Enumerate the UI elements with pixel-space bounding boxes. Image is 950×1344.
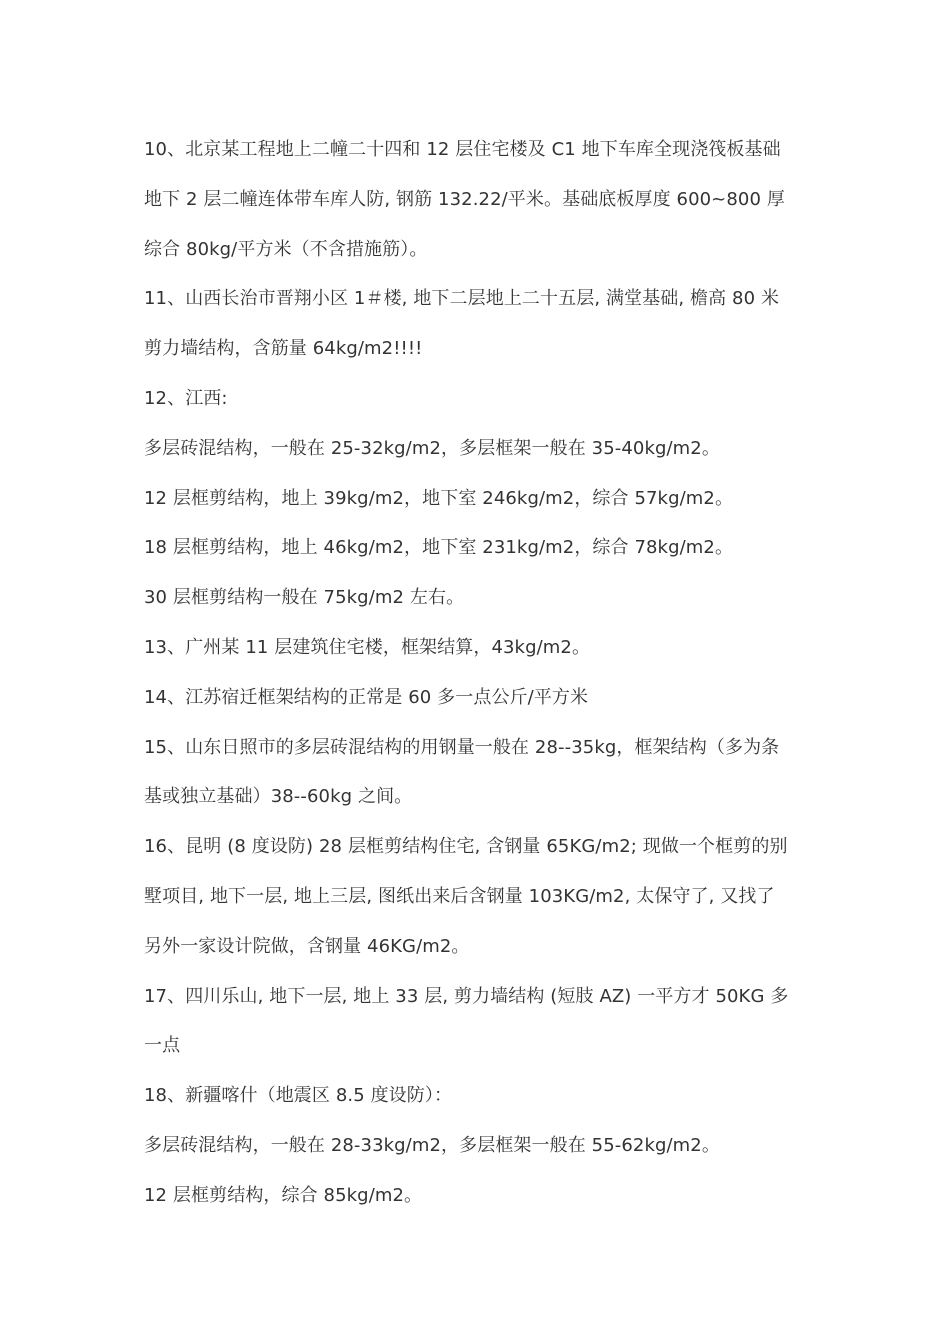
text-line: 地下 2 层二幢连体带车库人防, 钢筋 132.22/平米。基础底板厚度 600~800 厚 (144, 188, 785, 210)
document-body (144, 125, 816, 1221)
text-line: 多层砖混结构，一般在 25-32kg/m2，多层框架一般在 35-40kg/m2。 (144, 437, 720, 459)
text-line: 14、江苏宿迁框架结构的正常是 60 多一点公斤/平方米 (144, 686, 589, 708)
text-line: 12 层框剪结构，综合 85kg/m2。 (144, 1184, 423, 1206)
text-line: 12 层框剪结构，地上 39kg/m2，地下室 246kg/m2，综合 57kg/m2。 (144, 487, 734, 509)
text-line: 基或独立基础）38--60kg 之间。 (144, 786, 413, 808)
text-line: 剪力墙结构，含筋量 64kg/m2!!!! (144, 338, 423, 360)
text-line: 17、四川乐山, 地下一层, 地上 33 层, 剪力墙结构 (短肢 AZ) 一平方才 50KG 多 (144, 985, 789, 1007)
text-line: 综合 80kg/平方米（不含措施筋）。 (144, 238, 428, 260)
text-line: 10、北京某工程地上二幢二十四和 12 层住宅楼及 C1 地下车库全现浇筏板基础 (144, 139, 781, 160)
text-line: 墅项目, 地下一层, 地上三层, 图纸出来后含钢量 103KG/m2, 太保守了, 又找了 (144, 885, 775, 907)
text-line: 11、山西长治市晋翔小区 1＃楼, 地下二层地上二十五层, 满堂基础, 檐高 80 米 (144, 288, 780, 310)
text-line: 一点 (144, 1035, 181, 1057)
text-line: 30 层框剪结构一般在 75kg/m2 左右。 (144, 587, 465, 609)
text-line: 多层砖混结构，一般在 28-33kg/m2，多层框架一般在 55-62kg/m2。 (144, 1134, 720, 1156)
text-line: 12、江西: (144, 387, 228, 409)
text-line: 另外一家设计院做，含钢量 46KG/m2。 (144, 935, 470, 957)
text-line: 18、新疆喀什（地震区 8.5 度设防）： (144, 1085, 453, 1107)
text-line: 15、山东日照市的多层砖混结构的用钢量一般在 28--35kg，框架结构（多为条 (144, 736, 780, 758)
text-line: 13、广州某 11 层建筑住宅楼，框架结算，43kg/m2。 (144, 636, 591, 658)
text-line: 18 层框剪结构，地上 46kg/m2，地下室 231kg/m2，综合 78kg/m2。 (144, 537, 734, 559)
text-line: 16、昆明 (8 度设防) 28 层框剪结构住宅, 含钢量 65KG/m2; 现做一个框剪的别 (144, 836, 788, 858)
